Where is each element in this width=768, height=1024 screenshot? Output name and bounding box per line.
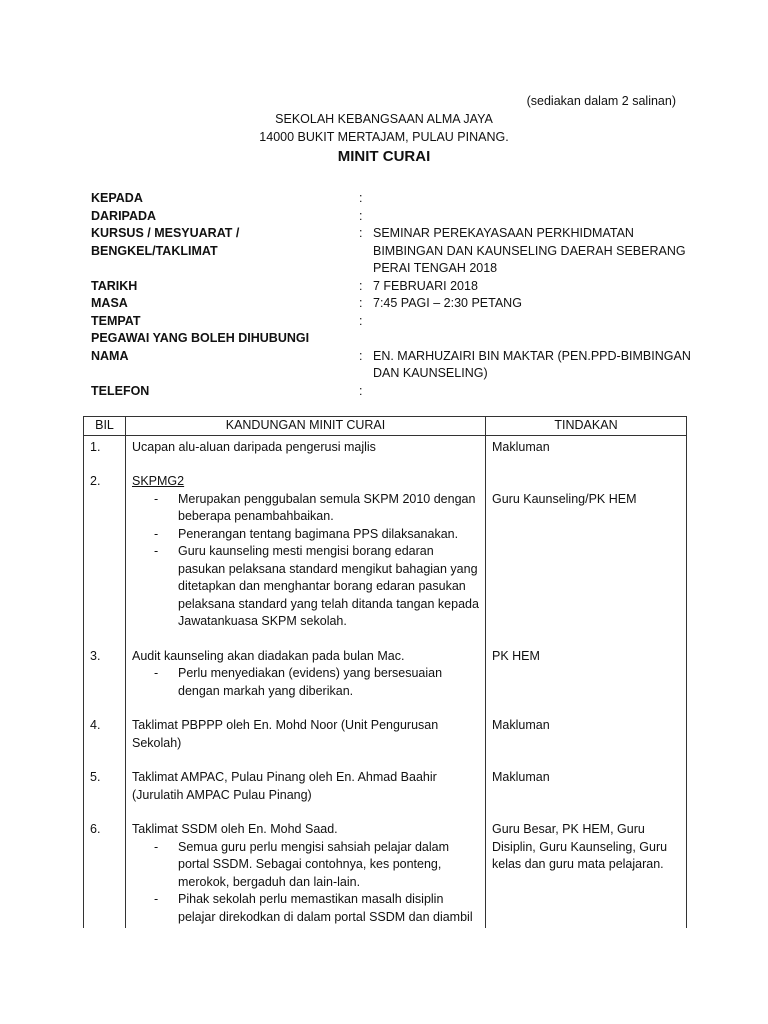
pegawai-label: PEGAWAI YANG BOLEH DIHUBUNGI <box>91 331 310 345</box>
kepada-label: KEPADA <box>91 191 143 205</box>
table-row <box>84 714 687 766</box>
tempat-value <box>373 313 691 331</box>
daripada-value <box>373 208 691 226</box>
info-row-kursus <box>91 225 691 278</box>
kursus-label: KURSUS / MESYUARAT / BENGKEL/TAKLIMAT <box>91 226 240 258</box>
colon: : <box>359 208 363 223</box>
info-row-kepada <box>91 190 691 208</box>
tindakan-text: Guru Kaunseling/PK HEM <box>492 491 637 506</box>
masa-label: MASA <box>91 296 128 310</box>
sub-list <box>132 665 479 700</box>
sub-list <box>132 491 479 631</box>
row-tindakan: Makluman <box>486 435 687 470</box>
sub-item: - Semua guru perlu mengisi sahsiah pelajar dalam portal SSDM. Sebagai contohnya, kes ponteng, merokok, bergaduh dan lain-lain. <box>154 839 479 892</box>
info-row-tempat <box>91 313 691 331</box>
row-tindakan: Makluman <box>486 714 687 766</box>
header-tindakan: TINDAKAN <box>486 417 687 436</box>
row-content <box>126 435 486 470</box>
sub-list <box>132 839 479 927</box>
row-bil: 3. <box>84 645 126 715</box>
info-block <box>91 190 691 400</box>
copies-note: (sediakan dalam 2 salinan) <box>526 94 676 108</box>
tarikh-value: 7 FEBRUARI 2018 <box>373 278 478 293</box>
colon: : <box>359 313 363 328</box>
sub-item: - Guru kaunseling mesti mengisi borang edaran pasukan pelaksana standard mengikut bahagian yang ditetapkan dan menghantar borang edaran pasukan pelaksana standard yang telah ditanda tangan kepada Jawatankuasa SKPM sekolah. <box>154 543 479 631</box>
telefon-value <box>373 383 691 401</box>
row-content <box>126 645 486 715</box>
table-row <box>84 818 687 928</box>
sub-item: - Penerangan tentang bagimana PPS dilaksanakan. <box>154 526 479 544</box>
row-main-text: SKPMG2 <box>132 474 185 488</box>
row-main-text: Ucapan alu-aluan daripada pengerusi majlis <box>132 439 376 454</box>
sub-item: - Perlu menyediakan (evidens) yang bersesuaian dengan markah yang diberikan. <box>154 665 479 700</box>
minutes-table <box>83 416 687 928</box>
row-tindakan: PK HEM <box>486 645 687 715</box>
row-content <box>126 766 486 818</box>
row-main-text: Audit kaunseling akan diadakan pada bulan Mac. <box>132 648 405 663</box>
row-content <box>126 470 486 645</box>
table-header-row <box>84 417 687 436</box>
tempat-label: TEMPAT <box>91 313 141 328</box>
header-kandungan: KANDUNGAN MINIT CURAI <box>126 417 486 436</box>
table-row <box>84 766 687 818</box>
row-tindakan: Guru Besar, PK HEM, Guru Disiplin, Guru Kaunseling, Guru kelas dan guru mata pelajaran. <box>486 818 687 928</box>
row-main-text: Taklimat SSDM oleh En. Mohd Saad. <box>132 822 338 836</box>
tarikh-label: TARIKH <box>91 278 138 293</box>
info-row-pegawai <box>91 330 691 348</box>
row-bil: 5. <box>84 766 126 818</box>
colon: : <box>359 383 363 398</box>
colon: : <box>359 278 363 293</box>
colon: : <box>359 348 363 363</box>
school-name: SEKOLAH KEBANGSAAN ALMA JAYA <box>275 112 493 126</box>
row-bil: 1. <box>84 435 126 470</box>
sub-item: - Merupakan penggubalan semula SKPM 2010 dengan beberapa penambahbaikan. <box>154 491 479 526</box>
nama-value: EN. MARHUZAIRI BIN MAKTAR (PEN.PPD-BIMBINGAN DAN KAUNSELING) <box>373 348 691 380</box>
kepada-value <box>373 190 691 208</box>
row-tindakan: Makluman <box>486 766 687 818</box>
info-row-masa <box>91 295 691 313</box>
school-address: 14000 BUKIT MERTAJAM, PULAU PINANG. <box>259 130 509 144</box>
info-row-daripada <box>91 208 691 226</box>
row-main-text: Taklimat PBPPP oleh En. Mohd Noor (Unit Pengurusan Sekolah) <box>132 718 439 750</box>
table-row <box>84 470 687 645</box>
row-content <box>126 714 486 766</box>
info-row-telefon <box>91 383 691 401</box>
table-row <box>84 645 687 715</box>
row-main-text: Taklimat AMPAC, Pulau Pinang oleh En. Ahmad Baahir (Jurulatih AMPAC Pulau Pinang) <box>132 770 437 802</box>
sub-item: - Pihak sekolah perlu memastikan masalh disiplin pelajar direkodkan di dalam portal SSDM dan diambil <box>154 891 479 926</box>
colon: : <box>359 191 363 205</box>
row-bil: 4. <box>84 714 126 766</box>
daripada-label: DARIPADA <box>91 208 157 223</box>
header-bil: BIL <box>84 417 126 436</box>
info-row-nama <box>91 348 691 383</box>
table-row <box>84 435 687 470</box>
colon: : <box>359 296 363 310</box>
colon: : <box>359 226 363 240</box>
masa-value: 7:45 PAGI – 2:30 PETANG <box>373 296 522 310</box>
nama-label: NAMA <box>91 348 129 363</box>
row-tindakan <box>486 470 687 645</box>
telefon-label: TELEFON <box>91 383 150 398</box>
row-content <box>126 818 486 928</box>
row-bil: 2. <box>84 470 126 645</box>
row-bil: 6. <box>84 818 126 928</box>
kursus-value: SEMINAR PEREKAYASAAN PERKHIDMATAN BIMBINGAN DAN KAUNSELING DAERAH SEBERANG PERAI TENGAH 2018 <box>373 226 686 275</box>
document-title: MINIT CURAI <box>337 148 431 165</box>
info-row-tarikh <box>91 278 691 296</box>
